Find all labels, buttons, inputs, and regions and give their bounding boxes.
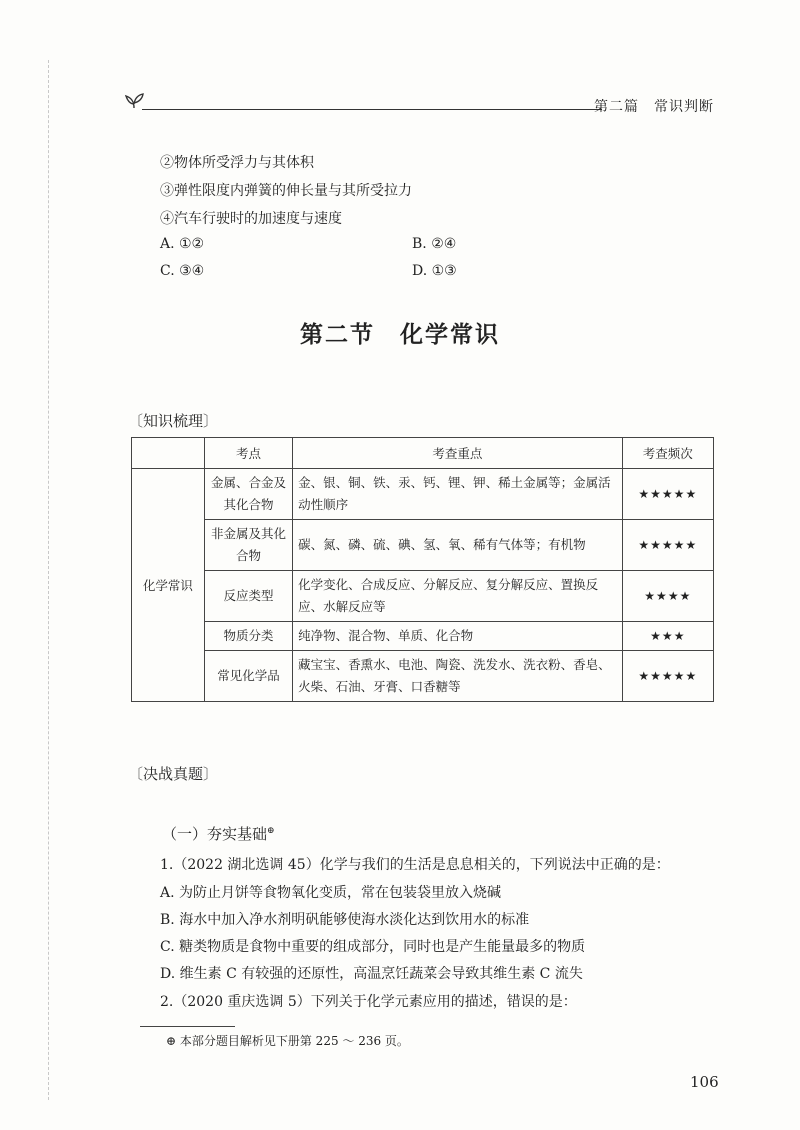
frequency-stars: ★★★★★ bbox=[622, 651, 713, 702]
table-row bbox=[132, 571, 714, 622]
header-cell-topic: 考点 bbox=[204, 438, 292, 469]
table-header-row bbox=[132, 438, 714, 469]
focus-cell: 纯净物、混合物、单质、化合物 bbox=[293, 622, 622, 651]
choice-b: B. ②④ bbox=[412, 236, 457, 252]
focus-cell: 化学变化、合成反应、分解反应、复分解反应、置换反应、水解反应等 bbox=[293, 571, 622, 622]
scan-edge-line bbox=[48, 60, 49, 1100]
exam-label-text: 决战真题 bbox=[143, 765, 204, 783]
question-1-option-a: A. 为防止月饼等食物氧化变质，常在包装袋里放入烧碱 bbox=[160, 885, 502, 901]
header-rule bbox=[142, 109, 602, 110]
footnote: ⊕ 本部分题目解析见下册第 225 ～ 236 页。 bbox=[166, 1034, 409, 1048]
frequency-stars: ★★★★★ bbox=[622, 520, 713, 571]
frequency-stars: ★★★★ bbox=[622, 571, 713, 622]
header-section-title: 第二篇 常识判断 bbox=[594, 99, 714, 115]
knowledge-table bbox=[131, 437, 714, 702]
focus-cell: 金、银、铜、铁、汞、钙、锂、钾、稀土金属等；金属活动性顺序 bbox=[293, 469, 622, 520]
footnote-marker: ⊕ bbox=[267, 826, 275, 836]
question-1-stem: 1.（2022 湖北选调 45）化学与我们的生活是息息相关的，下列说法中正确的是： bbox=[160, 857, 670, 873]
topic-cell: 常见化学品 bbox=[204, 651, 292, 702]
question-1-option-d: D. 维生素 C 有较强的还原性，高温烹饪蔬菜会导致其维生素 C 流失 bbox=[160, 966, 583, 982]
question-1-option-c: C. 糖类物质是食物中重要的组成部分，同时也是产生能量最多的物质 bbox=[160, 939, 586, 955]
section-title: 第二节 化学常识 bbox=[300, 321, 500, 348]
table-row bbox=[132, 622, 714, 651]
table-row bbox=[132, 651, 714, 702]
exam-label: 〔决战真题〕 bbox=[128, 765, 219, 783]
choice-a: A. ①② bbox=[160, 236, 205, 252]
prev-option-3: ③弹性限度内弹簧的伸长量与其所受拉力 bbox=[160, 183, 412, 199]
header-cell-focus: 考查重点 bbox=[293, 438, 622, 469]
prev-option-4: ④汽车行驶时的加速度与速度 bbox=[160, 211, 342, 227]
question-2-stem: 2.（2020 重庆选调 5）下列关于化学元素应用的描述，错误的是： bbox=[160, 994, 577, 1010]
header-cell-frequency: 考查频次 bbox=[622, 438, 713, 469]
page-number: 106 bbox=[690, 1073, 719, 1091]
focus-cell: 藏宝宝、香熏水、电池、陶瓷、洗发水、洗衣粉、香皂、火柴、石油、牙膏、口香糖等 bbox=[293, 651, 622, 702]
category-cell: 化学常识 bbox=[132, 469, 205, 702]
footnote-rule bbox=[140, 1026, 235, 1027]
focus-cell: 碳、氮、磷、硫、碘、氢、氧、稀有气体等；有机物 bbox=[293, 520, 622, 571]
knowledge-label-text: 知识梳理 bbox=[143, 412, 204, 430]
topic-cell: 物质分类 bbox=[204, 622, 292, 651]
knowledge-label: 〔知识梳理〕 bbox=[128, 412, 219, 430]
subsection-title-text: （一）夯实基础 bbox=[162, 825, 268, 843]
header-cell-blank bbox=[132, 438, 205, 469]
topic-cell: 非金属及其化合物 bbox=[204, 520, 292, 571]
topic-cell: 金属、合金及其化合物 bbox=[204, 469, 292, 520]
table-row bbox=[132, 520, 714, 571]
topic-cell: 反应类型 bbox=[204, 571, 292, 622]
frequency-stars: ★★★★★ bbox=[622, 469, 713, 520]
question-1-option-b: B. 海水中加入净水剂明矾能够使海水淡化达到饮用水的标准 bbox=[160, 912, 530, 928]
choice-c: C. ③④ bbox=[160, 263, 205, 279]
frequency-stars: ★★★ bbox=[622, 622, 713, 651]
table-row bbox=[132, 469, 714, 520]
choice-d: D. ①③ bbox=[412, 263, 457, 279]
subsection-title bbox=[162, 823, 275, 844]
page-header bbox=[122, 92, 722, 116]
prev-option-2: ②物体所受浮力与其体积 bbox=[160, 155, 314, 171]
